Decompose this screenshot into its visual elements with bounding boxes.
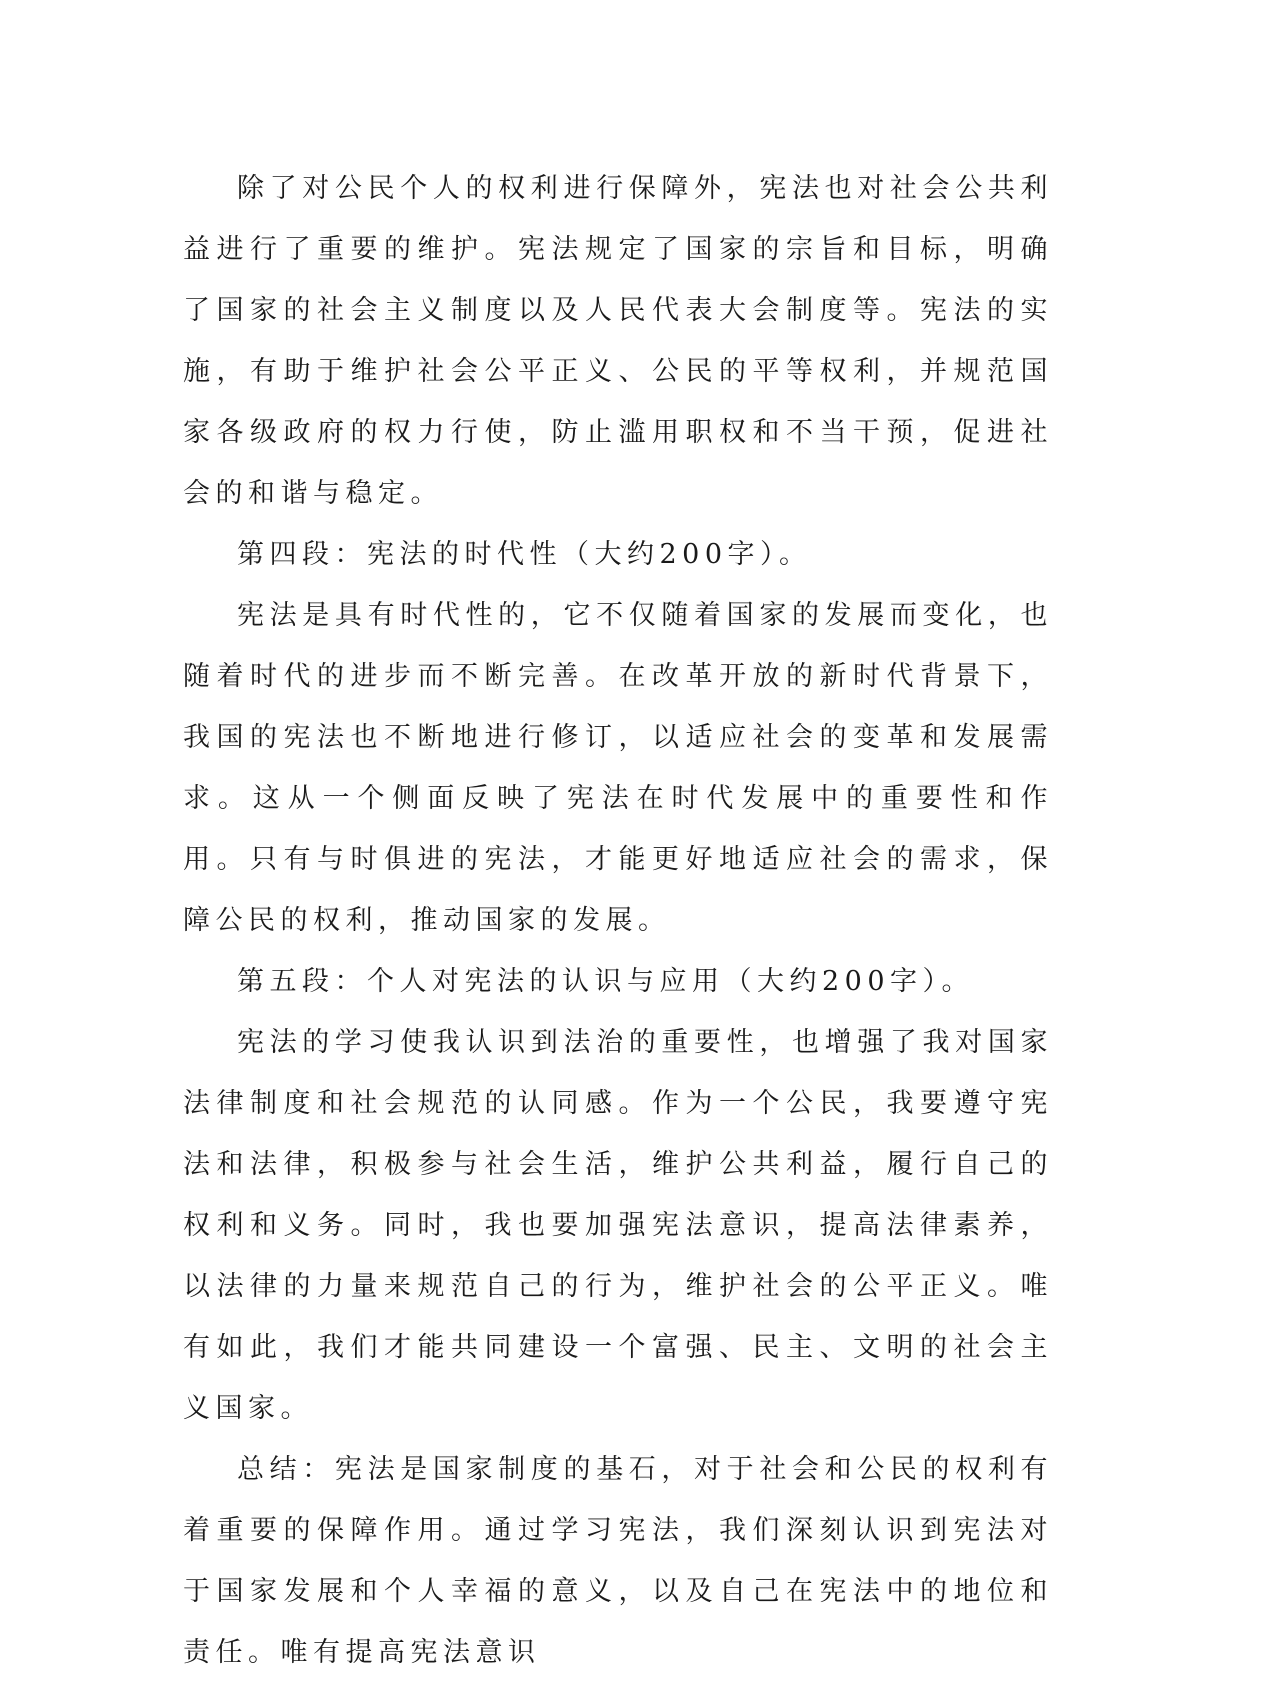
- document-body: [183, 158, 1053, 1683]
- section-heading-personal-understanding: 第五段：个人对宪法的认识与应用（大约200字）。: [237, 966, 975, 997]
- paragraph-public-interest: 除了对公民个人的权利进行保障外，宪法也对社会公共利益进行了重要的维护。宪法规定了国家的宗旨和目标，明确了国家的社会主义制度以及人民代表大会制度等。宪法的实施，有助于维护社会公平正义、公民的平等权利，并规范国家各级政府的权力行使，防止滥用职权和不当干预，促进社会的和谐与稳定。: [183, 173, 1053, 509]
- paragraph-personal-understanding: 宪法的学习使我认识到法治的重要性，也增强了我对国家法律制度和社会规范的认同感。作为一个公民，我要遵守宪法和法律，积极参与社会生活，维护公共利益，履行自己的权利和义务。同时，我也要加强宪法意识，提高法律素养，以法律的力量来规范自己的行为，维护社会的公平正义。唯有如此，我们才能共同建设一个富强、民主、文明的社会主义国家。: [183, 1027, 1053, 1424]
- paragraph-summary: 总结：宪法是国家制度的基石，对于社会和公民的权利有着重要的保障作用。通过学习宪法，我们深刻认识到宪法对于国家发展和个人幸福的意义，以及自己在宪法中的地位和责任。唯有提高宪法意识: [183, 1454, 1053, 1668]
- section-heading-timeliness: 第四段：宪法的时代性（大约200字）。: [237, 539, 812, 570]
- paragraph-timeliness: 宪法是具有时代性的，它不仅随着国家的发展而变化，也随着时代的进步而不断完善。在改革开放的新时代背景下，我国的宪法也不断地进行修订，以适应社会的变革和发展需求。这从一个侧面反映了宪法在时代发展中的重要性和作用。只有与时俱进的宪法，才能更好地适应社会的需求，保障公民的权利，推动国家的发展。: [183, 600, 1053, 936]
